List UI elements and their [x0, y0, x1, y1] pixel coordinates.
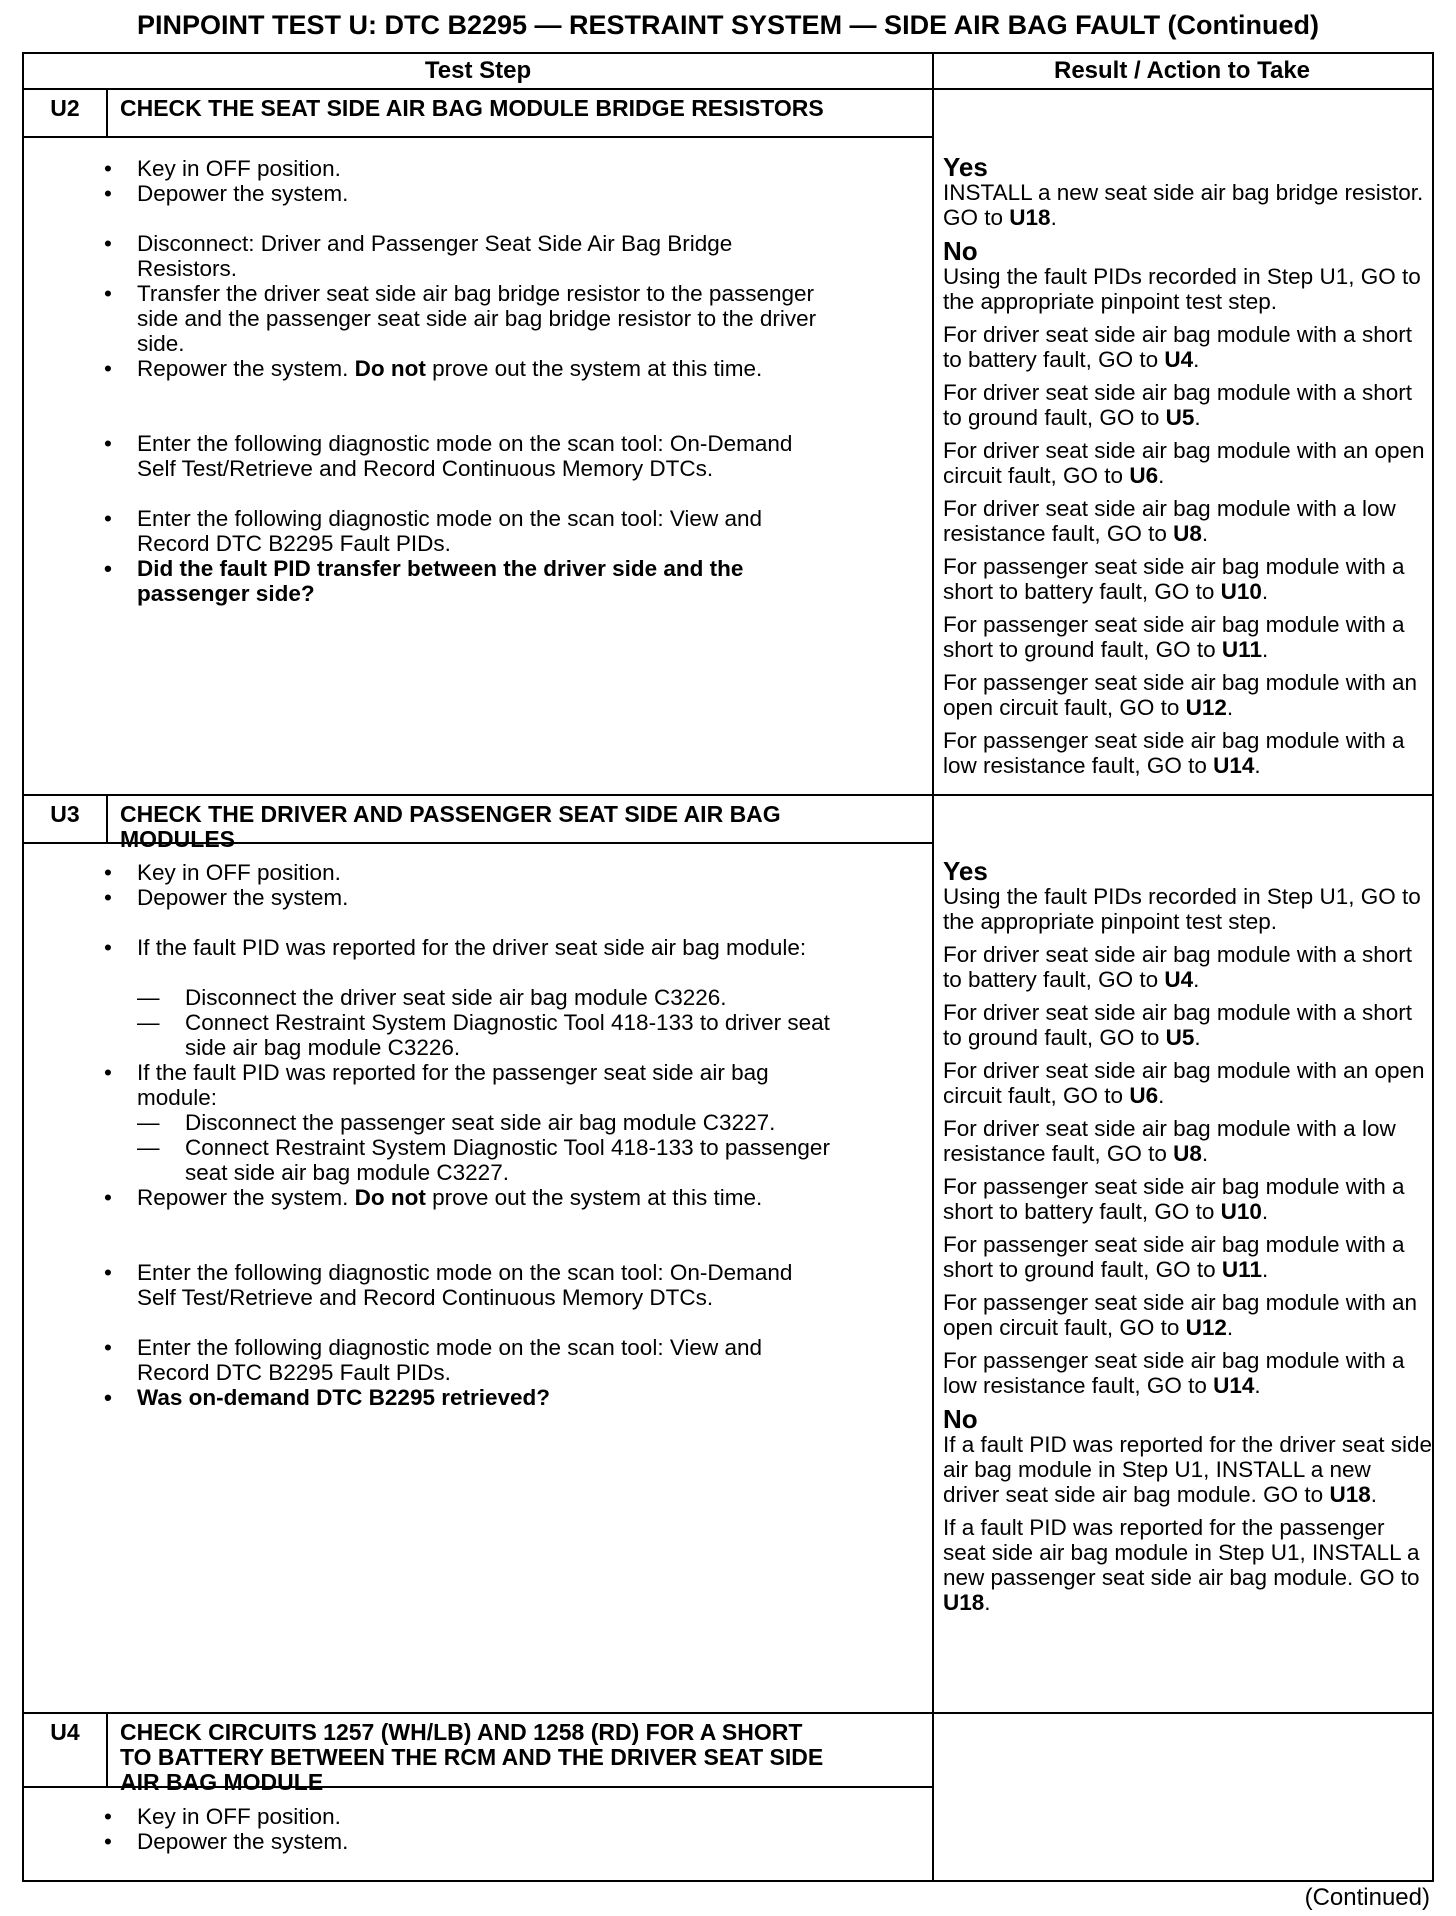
step-id-divider: [106, 794, 108, 842]
sub-item-text: Disconnect the driver seat side air bag module C3226.: [185, 985, 727, 1010]
pinpoint-test-table: [22, 52, 1434, 1882]
list-item-text: Enter the following diagnostic mode on the scan tool: View and Record DTC B2295 Fault PIDs.: [137, 1335, 762, 1385]
step-title-divider: [24, 136, 932, 138]
continued-footer: (Continued): [1304, 1884, 1430, 1911]
column-header-result: Result / Action to Take: [1053, 57, 1311, 84]
bullet: •: [104, 1260, 112, 1285]
dash: —: [137, 985, 160, 1010]
no-heading: No: [943, 236, 978, 266]
sub-item-text: Disconnect the passenger seat side air bag module C3227.: [185, 1110, 776, 1135]
list-item-text: Repower the system. Do not prove out the system at this time.: [137, 356, 763, 381]
step-title-divider: [24, 1786, 932, 1788]
list-item-text: Key in OFF position.: [137, 1804, 341, 1829]
bullet: •: [104, 1385, 112, 1410]
column-divider: [932, 54, 934, 1880]
step-id-u4: U4: [50, 1719, 80, 1745]
sub-item-text: Connect Restraint System Diagnostic Tool 418-133 to driver seat side air bag module C3226.: [185, 1010, 830, 1060]
row-divider: [24, 794, 1432, 796]
step-title-u2: CHECK THE SEAT SIDE AIR BAG MODULE BRIDGE RESISTORS: [120, 95, 824, 121]
header-divider: [24, 88, 1432, 90]
bullet: •: [104, 156, 112, 181]
bullet: •: [104, 181, 112, 206]
dash: —: [137, 1135, 160, 1160]
list-item-text: Enter the following diagnostic mode on the scan tool: On-Demand Self Test/Retrieve and Record Continuous Memory DTCs.: [137, 1260, 793, 1310]
list-item-text: If the fault PID was reported for the driver seat side air bag module:: [137, 935, 807, 960]
bullet: •: [104, 356, 112, 381]
step-title-divider: [24, 842, 932, 844]
dash: —: [137, 1010, 160, 1035]
row-divider: [24, 1712, 1432, 1714]
list-item-text: Key in OFF position.: [137, 860, 341, 885]
bullet: •: [104, 556, 112, 581]
step-u2-result: Yes INSTALL a new seat side air bag bridge resistor. GO to U18. No Using the fault PIDs recorded in Step U1, GO to the appropriate pinpoint test step. For driver seat side air bag module with a short to battery fault, GO to U4. For driver seat side air bag module with a short to ground fault, GO to U5. For driver seat side air bag module with an open circuit fault, GO to U6. For driver seat side air bag module with a low resistance fault, GO to U8. For passenger seat side air bag module with a short to battery fault, GO to U10. For passenger seat side air bag module with a short to ground fault, GO to U11. For passenger seat side air bag module with an open circuit fault, GO to U12. For passenger seat side air bag module with a low resistance fault, GO to U14.: [943, 154, 1433, 778]
list-item-text: Enter the following diagnostic mode on the scan tool: View and Record DTC B2295 Fault PIDs.: [137, 506, 762, 556]
list-item-text: If the fault PID was reported for the passenger seat side air bag module:: [137, 1060, 769, 1110]
bullet: •: [104, 1060, 112, 1085]
bullet: •: [104, 1185, 112, 1210]
step-title-u3: CHECK THE DRIVER AND PASSENGER SEAT SIDE AIR BAG MODULES: [120, 801, 781, 852]
step-id-u2: U2: [50, 95, 80, 121]
list-item-text: Depower the system.: [137, 885, 349, 910]
bullet: •: [104, 885, 112, 910]
list-item-text: Transfer the driver seat side air bag bridge resistor to the passenger side and the passenger seat side air bag bridge resistor to the driver side.: [137, 281, 817, 356]
list-item-text: Depower the system.: [137, 181, 349, 206]
bullet: •: [104, 506, 112, 531]
list-item-question: Was on-demand DTC B2295 retrieved?: [137, 1385, 551, 1410]
list-item-text: Disconnect: Driver and Passenger Seat Side Air Bag Bridge Resistors.: [137, 231, 733, 281]
step-id-divider: [106, 88, 108, 136]
step-title-u4: CHECK CIRCUITS 1257 (WH/LB) AND 1258 (RD) FOR A SHORT TO BATTERY BETWEEN THE RCM AND THE DRIVER SEAT SIDE AIR BAG MODULE: [120, 1719, 824, 1795]
no-heading: No: [943, 1404, 978, 1434]
step-u3-result: Yes Using the fault PIDs recorded in Step U1, GO to the appropriate pinpoint test step. For driver seat side air bag module with a short to battery fault, GO to U4. For driver seat side air bag module with a short to ground fault, GO to U5. For driver seat side air bag module with an open circuit fault, GO to U6. For driver seat side air bag module with a low resistance fault, GO to U8. For passenger seat side air bag module with a short to battery fault, GO to U10. For passenger seat side air bag module with a short to ground fault, GO to U11. For passenger seat side air bag module with an open circuit fault, GO to U12. For passenger seat side air bag module with a low resistance fault, GO to U14. No If a fault PID was reported for the driver seat side air bag module in Step U1, INSTALL a new driver seat side air bag module. GO to U18. If a fault PID was reported for the passenger seat side air bag module in Step U1, INSTALL a new passenger seat side air bag module. GO to U18.: [943, 856, 1432, 1615]
list-item-text: Key in OFF position.: [137, 156, 341, 181]
yes-heading: Yes: [943, 856, 988, 886]
list-item-text: Repower the system. Do not prove out the system at this time.: [137, 1185, 763, 1210]
sub-item-text: Connect Restraint System Diagnostic Tool 418-133 to passenger seat side air bag module C3227.: [185, 1135, 830, 1185]
column-header-test-step: Test Step: [424, 57, 532, 84]
bullet: •: [104, 1804, 112, 1829]
yes-heading: Yes: [943, 152, 988, 182]
bullet: •: [104, 281, 112, 306]
bullet: •: [104, 1335, 112, 1360]
list-item-text: Depower the system.: [137, 1829, 349, 1854]
page-title: PINPOINT TEST U: DTC B2295 — RESTRAINT SYSTEM — SIDE AIR BAG FAULT (Continued): [136, 10, 1320, 40]
step-id-u3: U3: [50, 801, 80, 827]
list-item-question: Did the fault PID transfer between the driver side and the passenger side?: [137, 556, 744, 606]
bullet: •: [104, 860, 112, 885]
bullet: •: [104, 431, 112, 456]
bullet: •: [104, 231, 112, 256]
bullet: •: [104, 1829, 112, 1854]
list-item-text: Enter the following diagnostic mode on the scan tool: On-Demand Self Test/Retrieve and Record Continuous Memory DTCs.: [137, 431, 793, 481]
dash: —: [137, 1110, 160, 1135]
step-id-divider: [106, 1712, 108, 1786]
bullet: •: [104, 935, 112, 960]
